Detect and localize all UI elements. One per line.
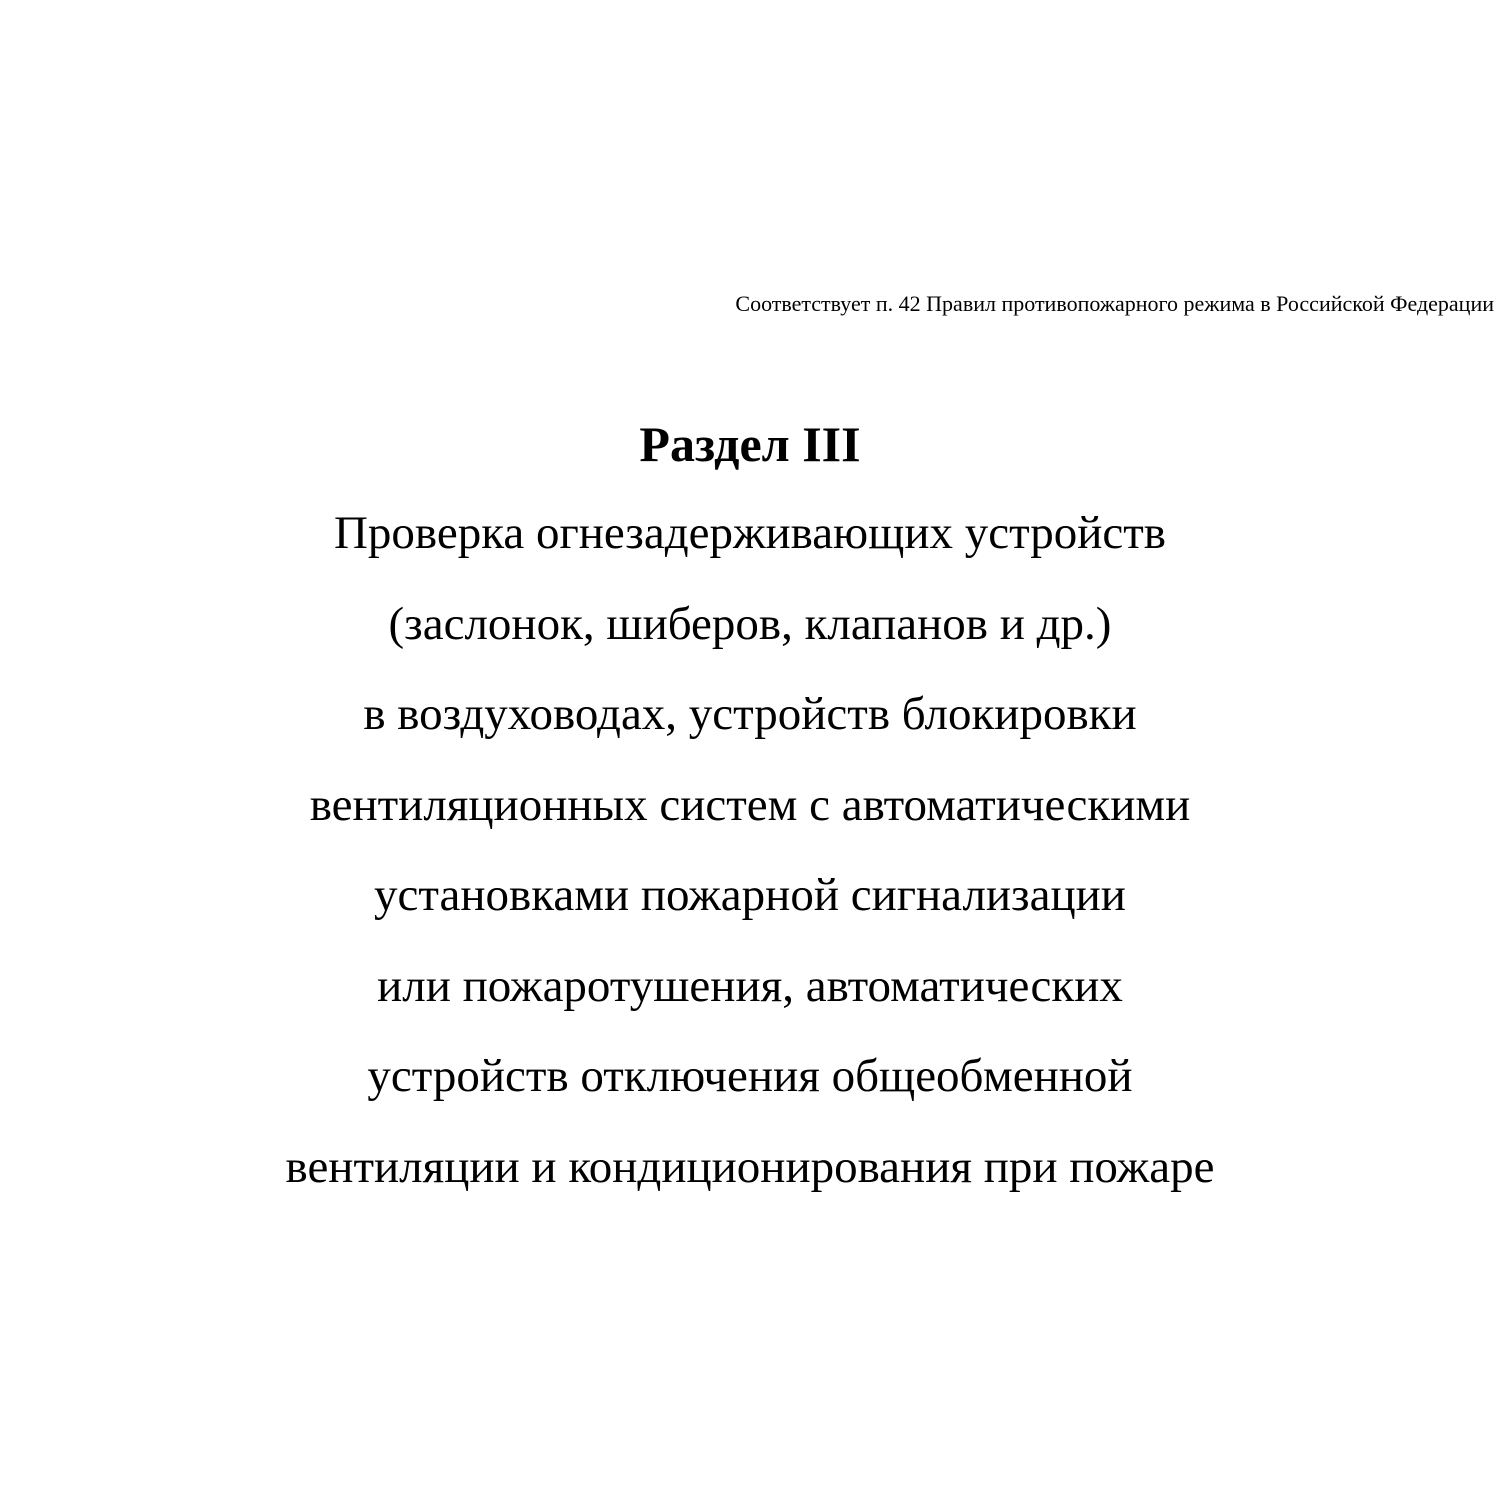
section-title-block (0, 402, 1500, 1212)
title-line: или пожаротушения, автоматических (377, 959, 1123, 1012)
title-line: устройств отключения общеобменной (367, 1050, 1133, 1102)
title-line: вентиляции и кондиционирования при пожаре (285, 1140, 1215, 1193)
compliance-note: Соответствует п. 42 Правил противопожарного режима в Российской Федерации (735, 291, 1494, 316)
section-title (0, 488, 1500, 1212)
title-line: (заслонок, шиберов, клапанов и др.) (388, 597, 1112, 650)
title-line: Проверка огнезадерживающих устройств (333, 507, 1166, 559)
title-line: в воздуховодах, устройств блокировки (363, 688, 1137, 740)
title-line: установками пожарной сигнализации (374, 869, 1126, 921)
section-heading: Раздел III (639, 416, 861, 472)
title-line: вентиляционных систем с автоматическими (309, 778, 1191, 831)
